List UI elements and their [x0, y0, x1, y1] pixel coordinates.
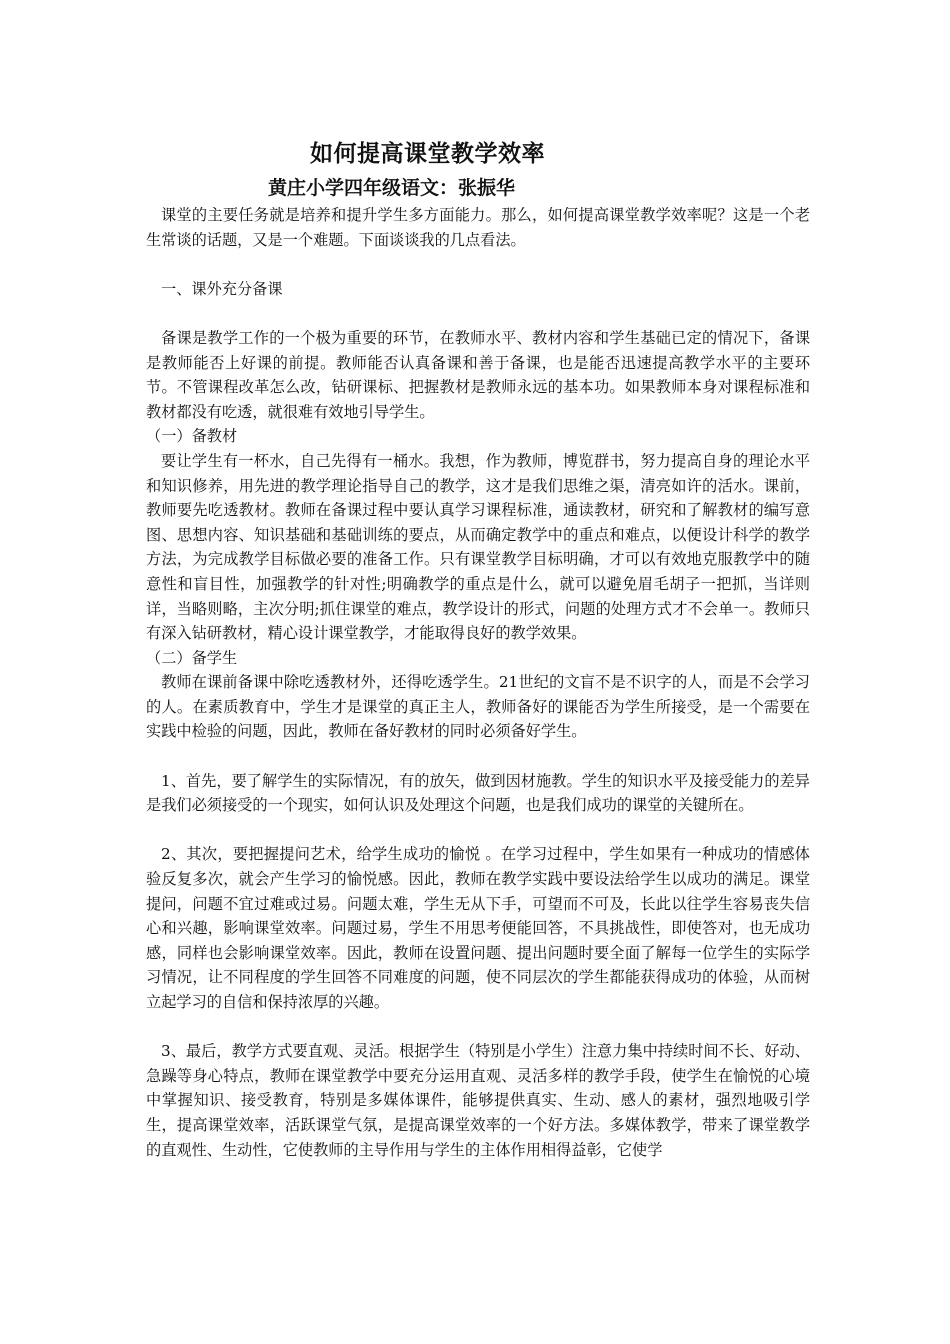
- document-body: [146, 203, 810, 1162]
- blank-line: [146, 1015, 810, 1040]
- document-subtitle: 黄庄小学四年级语文：张振华: [268, 177, 516, 199]
- point-3-paragraph: 3、最后，教学方式要直观、灵活。根据学生（特别是小学生）注意力集中持续时间不长、好动、急躁等身心特点，教师在课堂教学中要充分运用直观、灵活多样的教学手段，使学生在愉悦的心境中掌握知识、接受教育，特别是多媒体课件，能够提供真实、生动、感人的素材，强烈地吸引学生，提高课堂效率，活跃课堂气氛，是提高课堂效率的一个好方法。多媒体教学，带来了课堂教学的直观性、生动性，它使教师的主导作用与学生的主体作用相得益彰，它使学: [146, 1042, 810, 1159]
- students-paragraph: 教师在课前备课中除吃透教材外，还得吃透学生。21世纪的文盲不是不识字的人，而是不会学习的人。在素质教育中，学生才是课堂的真正主人，教师备好的课能否为学生所接受，是一个需要在实践中检验的问题，因此，教师在备好教材的同时必须备好学生。: [146, 673, 810, 741]
- subsection-heading-students: （二）备学生: [146, 648, 238, 667]
- point-1-paragraph: 1、首先，要了解学生的实际情况，有的放矢，做到因材施教。学生的知识水平及接受能力的差异是我们必须接受的一个现实，如何认识及处理这个问题，也是我们成功的课堂的关键所在。: [146, 771, 810, 815]
- materials-paragraph: 要让学生有一杯水，自己先得有一桶水。我想，作为教师，博览群书，努力提高自身的理论水平和知识修养，用先进的教学理论指导自己的教学，这才是我们思维之渠，清亮如许的活水。课前，教师要先吃透教材。教师在备课过程中要认真学习课程标准，通读教材，研究和了解教材的编写意图、思想内容、知识基础和基础训练的要点，从而确定教学中的重点和难点，以便设计科学的教学方法，为完成教学目标做必要的准备工作。只有课堂教学目标明确，才可以有效地克服教学中的随意性和盲目性，加强教学的针对性;明确教学的重点是什么，就可以避免眉毛胡子一把抓，当详则详，当略则略，主次分明;抓住课堂的难点，教学设计的形式，问题的处理方式才不会单一。教师只有深入钻研教材，精心设计课堂教学，才能取得良好的教学效果。: [146, 451, 810, 643]
- document-title: 如何提高课堂教学效率: [310, 140, 545, 167]
- point-2-paragraph: 2、其次，要把握提问艺术，给学生成功的愉悦 。在学习过程中，学生如果有一种成功的情感体验反复多次，就会产生学习的愉悦感。因此，教师在教学实践中要设法给学生以成功的满足。课堂提问，问题不宜过难或过易。问题太难，学生无从下手，可望而不可及，长此以往学生容易丧失信心和兴趣，影响课堂效率。问题过易，学生不用思考便能回答，不具挑战性，即使答对，也无成功感，同样也会影响课堂效率。因此，教师在设置问题、提出问题时要全面了解每一位学生的实际学习情况，让不同程度的学生回答不同难度的问题，使不同层次的学生都能获得成功的体验，从而树立起学习的自信和保持浓厚的兴趣。: [146, 845, 810, 1011]
- section-heading-1: 一、课外充分备课: [161, 279, 283, 298]
- subsection-heading-materials: （一）备教材: [146, 427, 238, 446]
- blank-line: [146, 301, 810, 326]
- preparation-paragraph: 备课是教学工作的一个极为重要的环节，在教师水平、教材内容和学生基础已定的情况下，备课是教师能否上好课的前提。教师能否认真备课和善于备课，也是能否迅速提高教学水平的主要环节。不管课程改革怎么改，钻研课标、把握教材是教师永远的基本功。如果教师本身对课程标准和教材都没有吃透，就很难有效地引导学生。: [146, 328, 810, 421]
- blank-line: [146, 252, 810, 277]
- blank-line: [146, 818, 810, 843]
- intro-paragraph: 课堂的主要任务就是培养和提升学生多方面能力。那么，如何提高课堂教学效率呢？这是一个老生常谈的话题，又是一个难题。下面谈谈我的几点看法。: [146, 206, 810, 249]
- blank-line: [146, 744, 810, 769]
